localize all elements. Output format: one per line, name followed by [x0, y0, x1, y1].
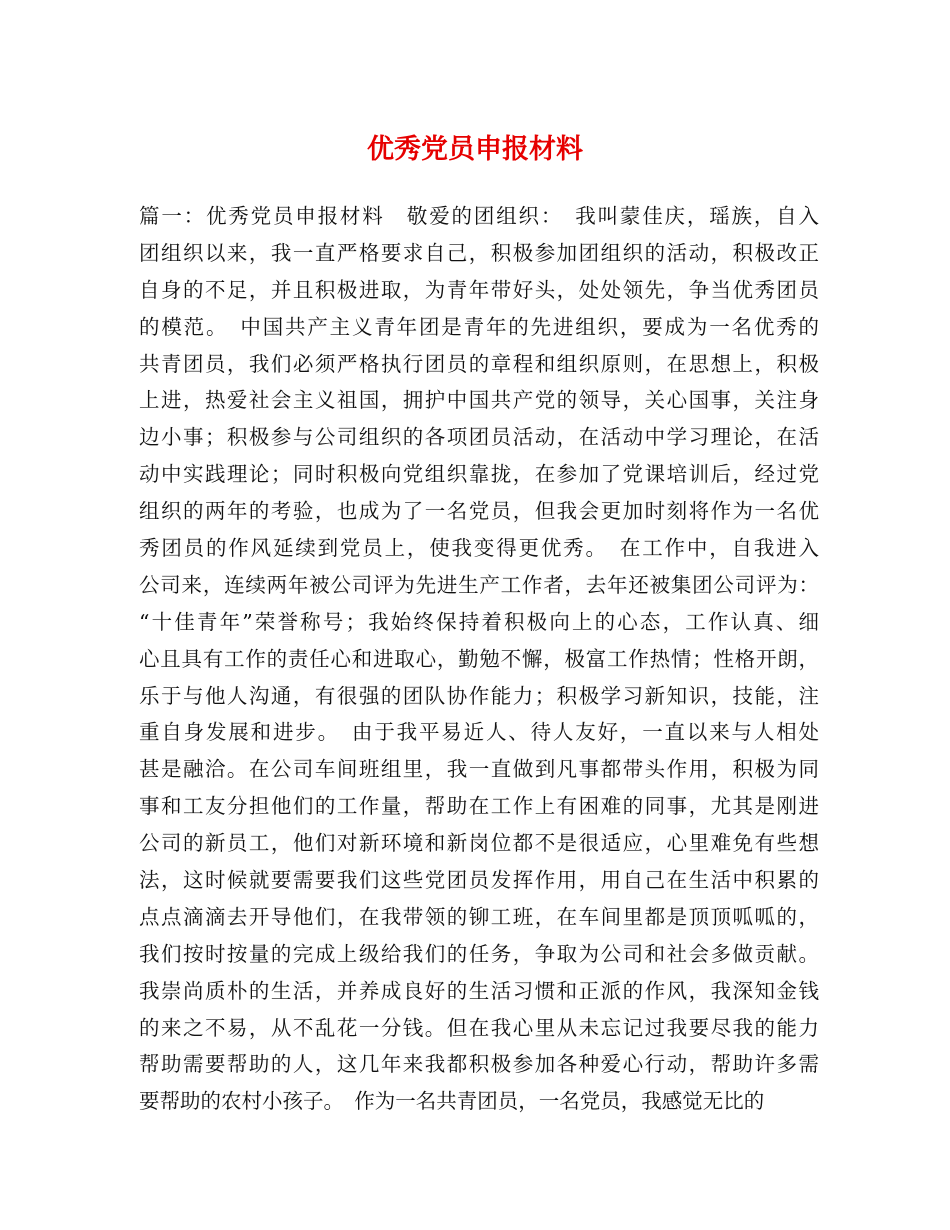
body-text-line: 团组织以来，我一直严格要求自己，积极参加团组织的活动，积极改正: [139, 240, 819, 265]
body-text-line: 自身的不足，并且积极进取，为青年带好头，处处领先，争当优秀团员: [139, 277, 819, 302]
body-text-line: 乐于与他人沟通，有很强的团队协作能力；积极学习新知识，技能，注: [139, 683, 819, 708]
body-text-line: 的模范。 中国共产主义青年团是青年的先进组织，要成为一名优秀的: [139, 314, 819, 339]
document-body: [139, 198, 819, 1120]
body-text-line: 篇一：优秀党员申报材料 敬爱的团组织： 我叫蒙佳庆，瑶族，自入: [139, 204, 819, 228]
body-text-line: 公司的新员工，他们对新环境和新岗位都不是很适应，心里难免有些想: [139, 831, 819, 856]
body-text-line: 甚是融洽。在公司车间班组里，我一直做到凡事都带头作用，积极为同: [139, 757, 819, 782]
body-text-line: 我们按时按量的完成上级给我们的任务，争取为公司和社会多做贡献。: [139, 941, 819, 966]
body-text-line: 心且具有工作的责任心和进取心，勤勉不懈，极富工作热情；性格开朗，: [139, 646, 819, 671]
body-text-line: 点点滴滴去开导他们，在我带领的铆工班，在车间里都是顶顶呱呱的，: [139, 904, 819, 929]
body-text-line: 上进，热爱社会主义祖国，拥护中国共产党的领导，关心国事，关注身: [139, 388, 819, 413]
body-text-line: 重自身发展和进步。 由于我平易近人、待人友好，一直以来与人相处: [139, 720, 819, 745]
body-text-line: 事和工友分担他们的工作量，帮助在工作上有困难的同事，尤其是刚进: [139, 794, 819, 819]
body-text-line: 帮助需要帮助的人，这几年来我都积极参加各种爱心行动，帮助许多需: [139, 1052, 819, 1077]
body-text-line: 要帮助的农村小孩子。 作为一名共青团员，一名党员，我感觉无比的: [139, 1089, 765, 1114]
body-text-line: 我崇尚质朴的生活，并养成良好的生活习惯和正派的作风，我深知金钱: [139, 978, 819, 1003]
body-text-line: 边小事；积极参与公司组织的各项团员活动，在活动中学习理论，在活: [139, 425, 819, 450]
body-text-line: “十佳青年”荣誉称号；我始终保持着积极向上的心态，工作认真、细: [139, 609, 819, 634]
body-text-line: 组织的两年的考验，也成为了一名党员，但我会更加时刻将作为一名优: [139, 499, 819, 524]
body-text-line: 法，这时候就要需要我们这些党团员发挥作用，用自己在生活中积累的: [139, 868, 819, 893]
body-text-line: 的来之不易，从不乱花一分钱。但在我心里从未忘记过我要尽我的能力: [139, 1015, 819, 1040]
page-title: 优秀党员申报材料: [367, 134, 583, 165]
body-text-line: 公司来，连续两年被公司评为先进生产工作者，去年还被集团公司评为：: [139, 572, 819, 597]
body-text-line: 共青团员，我们必须严格执行团员的章程和组织原则，在思想上，积极: [139, 351, 819, 376]
body-text-line: 秀团员的作风延续到党员上，使我变得更优秀。 在工作中，自我进入: [139, 536, 819, 561]
body-text-line: 动中实践理论；同时积极向党组织靠拢，在参加了党课培训后，经过党: [139, 462, 819, 487]
